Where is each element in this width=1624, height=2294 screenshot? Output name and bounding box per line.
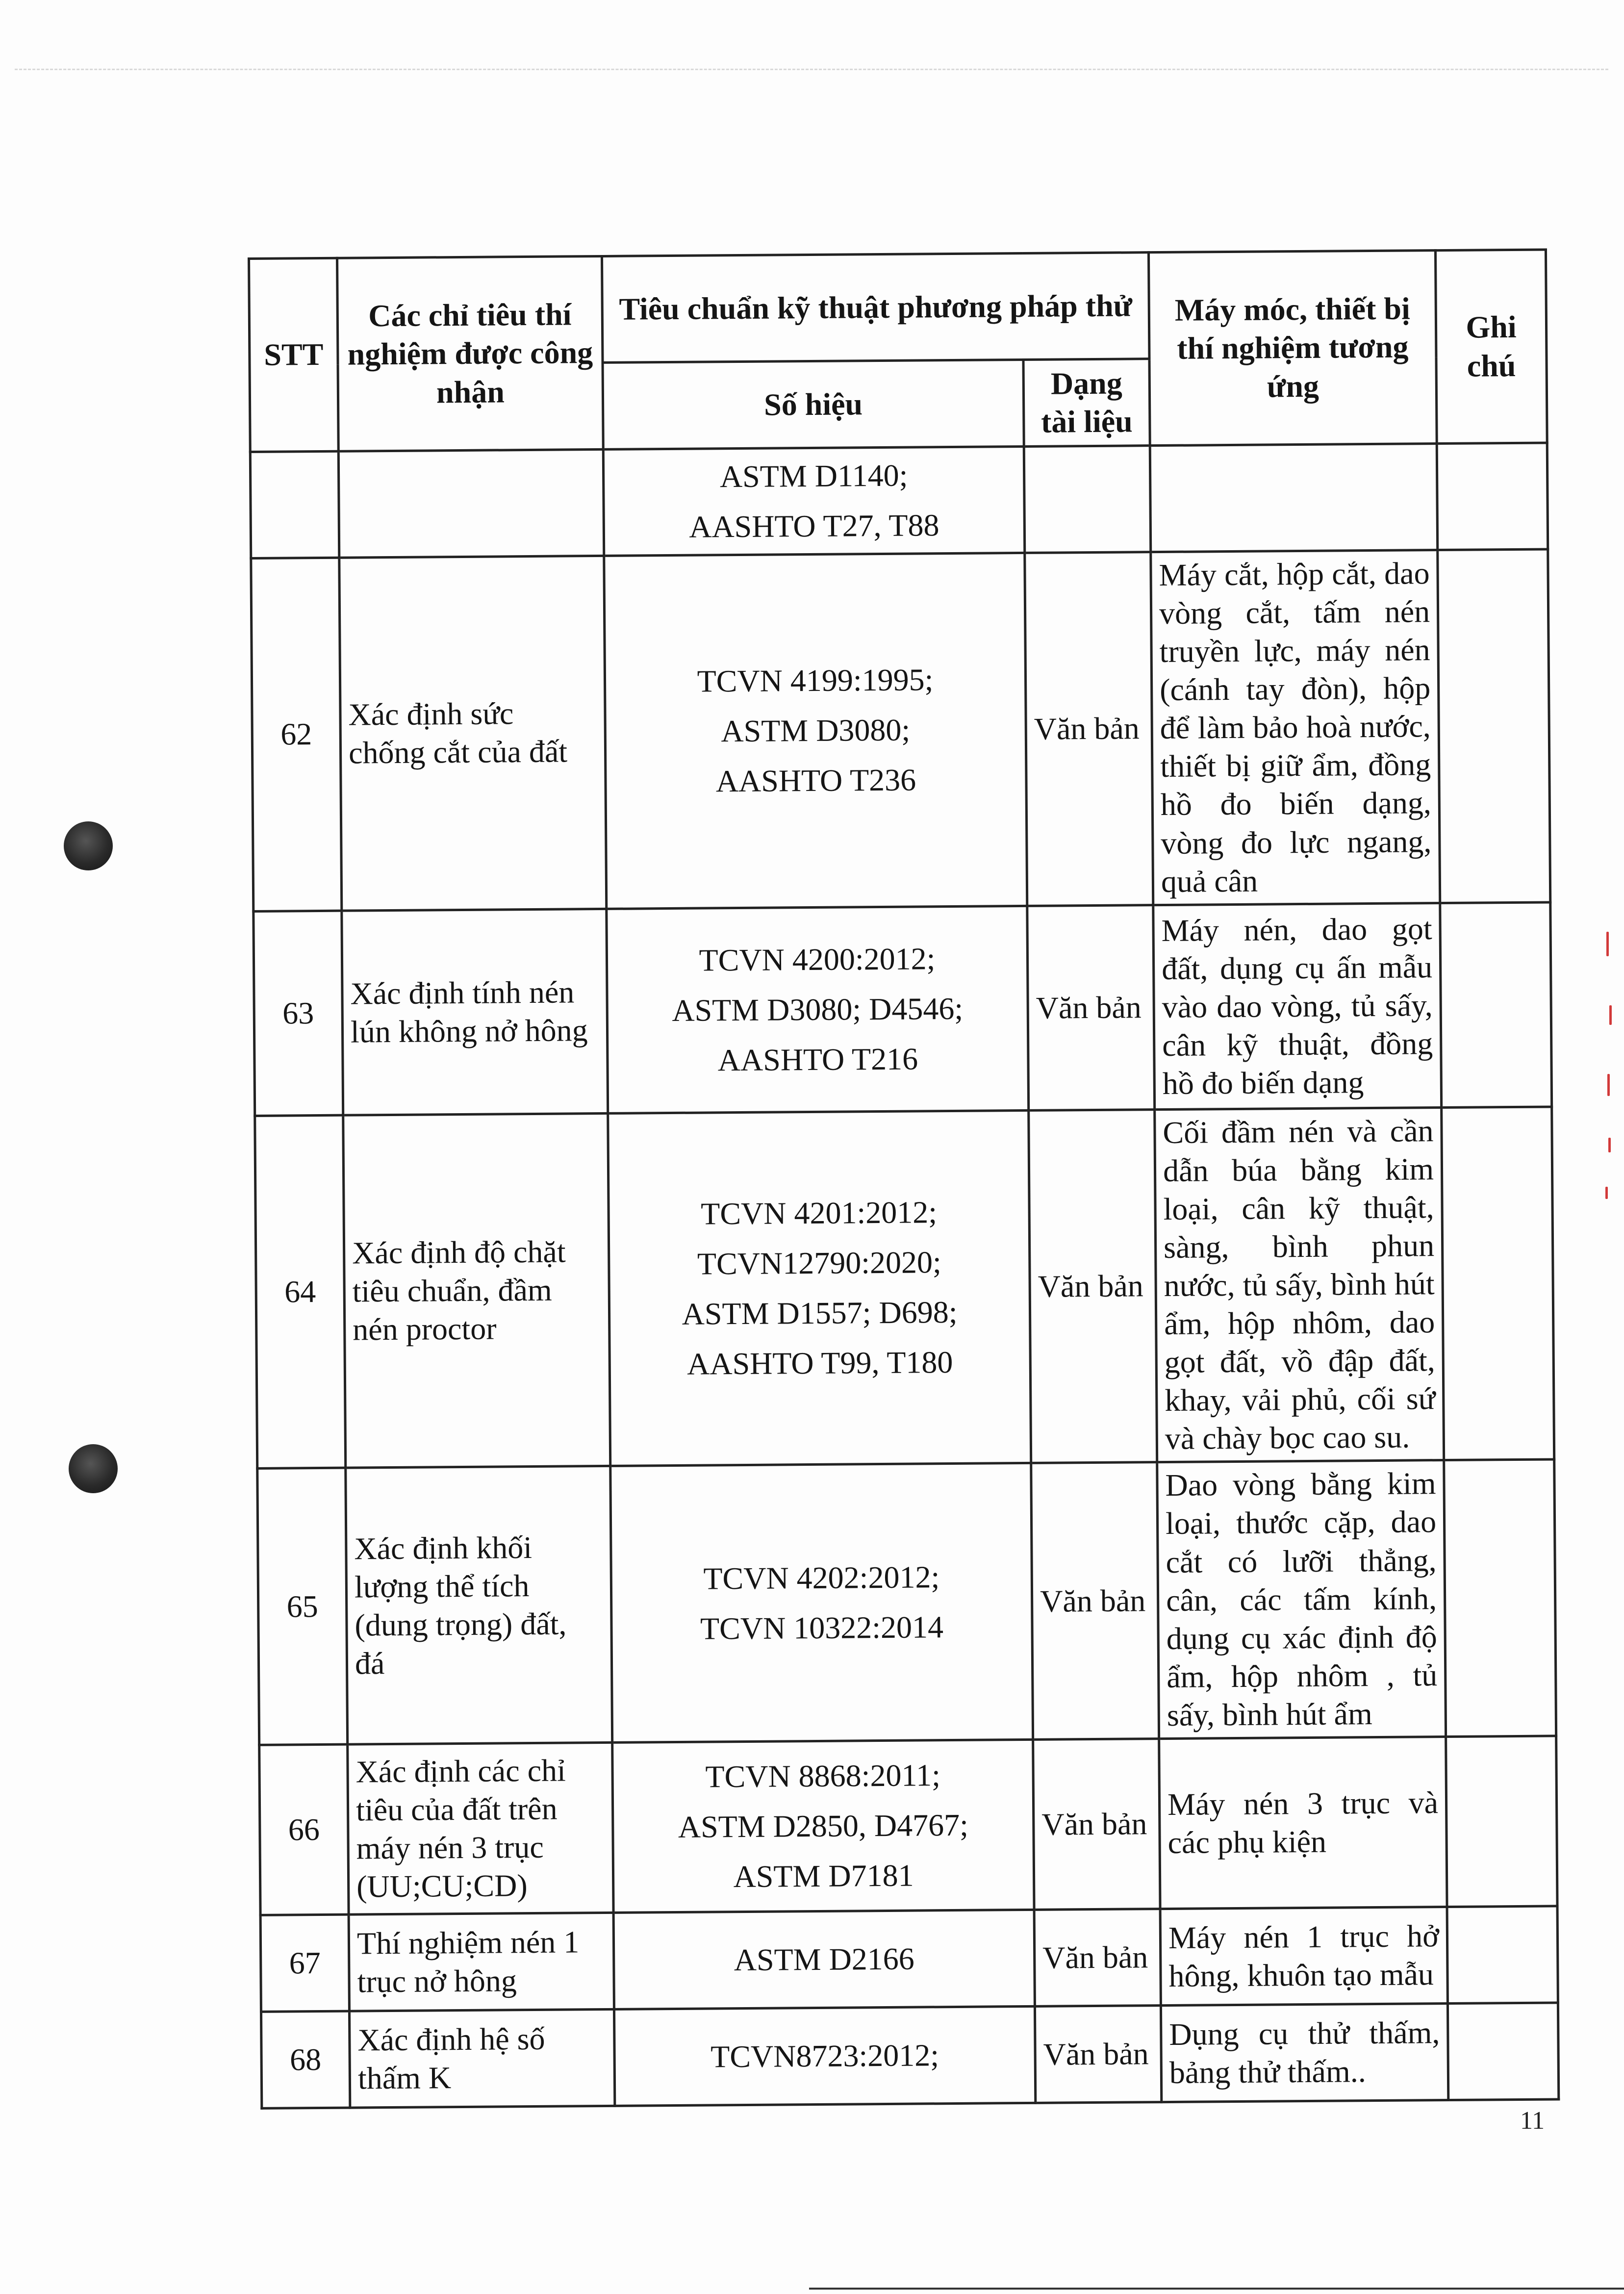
cell-codes	[604, 553, 1027, 909]
cell-equipment: Máy cắt, hộp cắt, dao vòng cắt, tấm nén truyền lực, máy nén (cánh tay đòn), hộp để làm bảo hoà nước, thiết bị giữ ẩm, đồng hồ đo biến dạng, vòng đo lực ngang, quả cân	[1151, 550, 1440, 905]
cell-codes	[614, 2006, 1035, 2106]
cell-equipment: Cối đầm nén và cần dẫn búa bằng kim loại, cân kỹ thuật, sàng, bình phun nước, tủ sấy, bình hút ẩm, hộp nhôm, dao gọt đất, vồ đập đất, khay, vải phủ, cối sứ và chày bọc cao su.	[1155, 1107, 1444, 1462]
standard-code: TCVN 4200:2012;	[699, 941, 936, 978]
cell-codes	[608, 1110, 1031, 1466]
cell-indicator: Xác định sức chống cắt của đất	[339, 556, 607, 910]
standard-code: TCVN 8868:2011;	[705, 1758, 941, 1794]
standard-code: TCVN 4202:2012;	[703, 1559, 940, 1596]
cell-indicator: Thí nghiệm nén 1 trục nở hông	[349, 1912, 614, 2011]
standard-code: AASHTO T216	[717, 1041, 918, 1078]
cell-doc-type: Văn bản	[1033, 1739, 1160, 1910]
cell-doc-type	[1024, 446, 1151, 553]
cell-doc-type: Văn bản	[1029, 1109, 1157, 1463]
cell-codes	[607, 906, 1029, 1113]
header-code: Số hiệu	[603, 359, 1024, 449]
cell-indicator: Xác định độ chặt tiêu chuẩn, đầm nén proctor	[343, 1113, 610, 1468]
cell-doc-type: Văn bản	[1027, 905, 1155, 1110]
cell-note	[1442, 1107, 1554, 1460]
cell-indicator: Xác định hệ số thấm K	[349, 2009, 614, 2108]
cell-doc-type: Văn bản	[1035, 2006, 1161, 2103]
cell-codes	[610, 1463, 1033, 1743]
cell-doc-type: Văn bản	[1031, 1462, 1159, 1739]
cell-equipment: Máy nén 3 trục và các phụ kiện	[1159, 1736, 1447, 1909]
cell-indicator: Xác định khối lượng thể tích (dung trọng) đất, đá	[346, 1466, 612, 1744]
cell-stt: 63	[254, 911, 343, 1116]
table-row	[251, 549, 1550, 911]
table-row	[257, 1459, 1556, 1745]
header-standard: Tiêu chuẩn kỹ thuật phương pháp thử	[602, 253, 1149, 363]
cell-note	[1440, 902, 1552, 1108]
table-row	[260, 1906, 1558, 2012]
standard-code: TCVN8723:2012;	[710, 2038, 939, 2074]
cell-note	[1447, 1906, 1558, 2004]
cell-note	[1446, 1736, 1557, 1907]
standard-code: TCVN 10322:2014	[700, 1609, 944, 1646]
cell-stt: 66	[259, 1744, 349, 1915]
cell-equipment	[1150, 444, 1438, 552]
cell-note	[1438, 549, 1550, 903]
cell-note	[1437, 443, 1548, 550]
cell-indicator	[338, 449, 604, 558]
header-stt: STT	[249, 258, 339, 452]
punch-hole	[64, 821, 113, 870]
standard-code: AASHTO T236	[715, 762, 916, 799]
cell-indicator: Xác định các chỉ tiêu của đất trên máy nén 3 trục (UU;CU;CD)	[348, 1742, 613, 1914]
cell-equipment: Dụng cụ thử thấm, bảng thử thấm..	[1161, 2003, 1448, 2102]
standard-code: ASTM D2850, D4767;	[678, 1807, 969, 1844]
punch-hole	[69, 1444, 118, 1493]
cell-stt: 65	[257, 1468, 348, 1745]
cell-equipment: Máy nén, dao gọt đất, dụng cụ ấn mẫu vào dao vòng, tủ sấy, cân kỹ thuật, đồng hồ đo biến dạng	[1153, 903, 1442, 1109]
table-row	[254, 902, 1552, 1116]
standard-code: AASHTO T27, T88	[688, 508, 939, 544]
standard-code: TCVN12790:2020;	[697, 1245, 941, 1281]
table-row-continuation	[250, 443, 1548, 558]
header-indicator: Các chỉ tiêu thí nghiệm được công nhận	[337, 256, 604, 451]
cell-note	[1444, 1459, 1556, 1736]
cell-stt: 67	[260, 1914, 349, 2012]
cell-codes	[603, 446, 1024, 556]
page-number: 11	[1520, 2107, 1545, 2135]
cell-codes	[612, 1739, 1034, 1912]
standard-code: ASTM D2166	[734, 1941, 915, 1978]
header-doc-type: Dạng tài liệu	[1023, 359, 1150, 447]
table-row	[259, 1736, 1557, 1915]
cell-equipment: Dao vòng bằng kim loại, thước cặp, dao cắt có lưỡi thẳng, cân, các tấm kính, dụng cụ xác định độ ẩm, hộp nhôm , tủ sấy, bình hút ẩm	[1157, 1460, 1446, 1739]
cell-doc-type: Văn bản	[1025, 552, 1153, 906]
header-note: Ghi chú	[1435, 250, 1547, 444]
standard-code: ASTM D7181	[733, 1858, 914, 1894]
cell-stt: 64	[255, 1115, 346, 1469]
scan-artifact-line	[15, 69, 1608, 70]
standard-code: ASTM D3080; D4546;	[672, 991, 964, 1028]
header-equipment: Máy móc, thiết bị thí nghiệm tương ứng	[1148, 251, 1437, 446]
standard-code: ASTM D1557; D698;	[682, 1294, 958, 1331]
cell-indicator: Xác định tính nén lún không nở hông	[342, 909, 608, 1115]
standard-code: TCVN 4199:1995;	[697, 662, 934, 699]
red-margin-marks	[1602, 932, 1617, 1206]
standard-code: TCVN 4201:2012;	[700, 1195, 938, 1231]
scan-bottom-edge	[809, 2288, 1624, 2290]
cell-stt: 68	[261, 2011, 350, 2108]
table-row	[255, 1107, 1554, 1469]
cell-stt: 62	[251, 558, 342, 911]
table-row	[261, 2003, 1558, 2108]
standard-code: AASHTO T99, T180	[686, 1345, 953, 1381]
cell-note	[1447, 2003, 1558, 2100]
cell-doc-type: Văn bản	[1034, 1909, 1161, 2007]
standard-code: ASTM D3080;	[721, 712, 911, 749]
cell-codes	[613, 1910, 1035, 2009]
cell-equipment: Máy nén 1 trục hở hông, khuôn tạo mẫu	[1160, 1907, 1447, 2005]
cell-stt	[250, 451, 339, 558]
standard-code: ASTM D1140;	[719, 458, 908, 494]
standards-table	[248, 248, 1560, 2109]
